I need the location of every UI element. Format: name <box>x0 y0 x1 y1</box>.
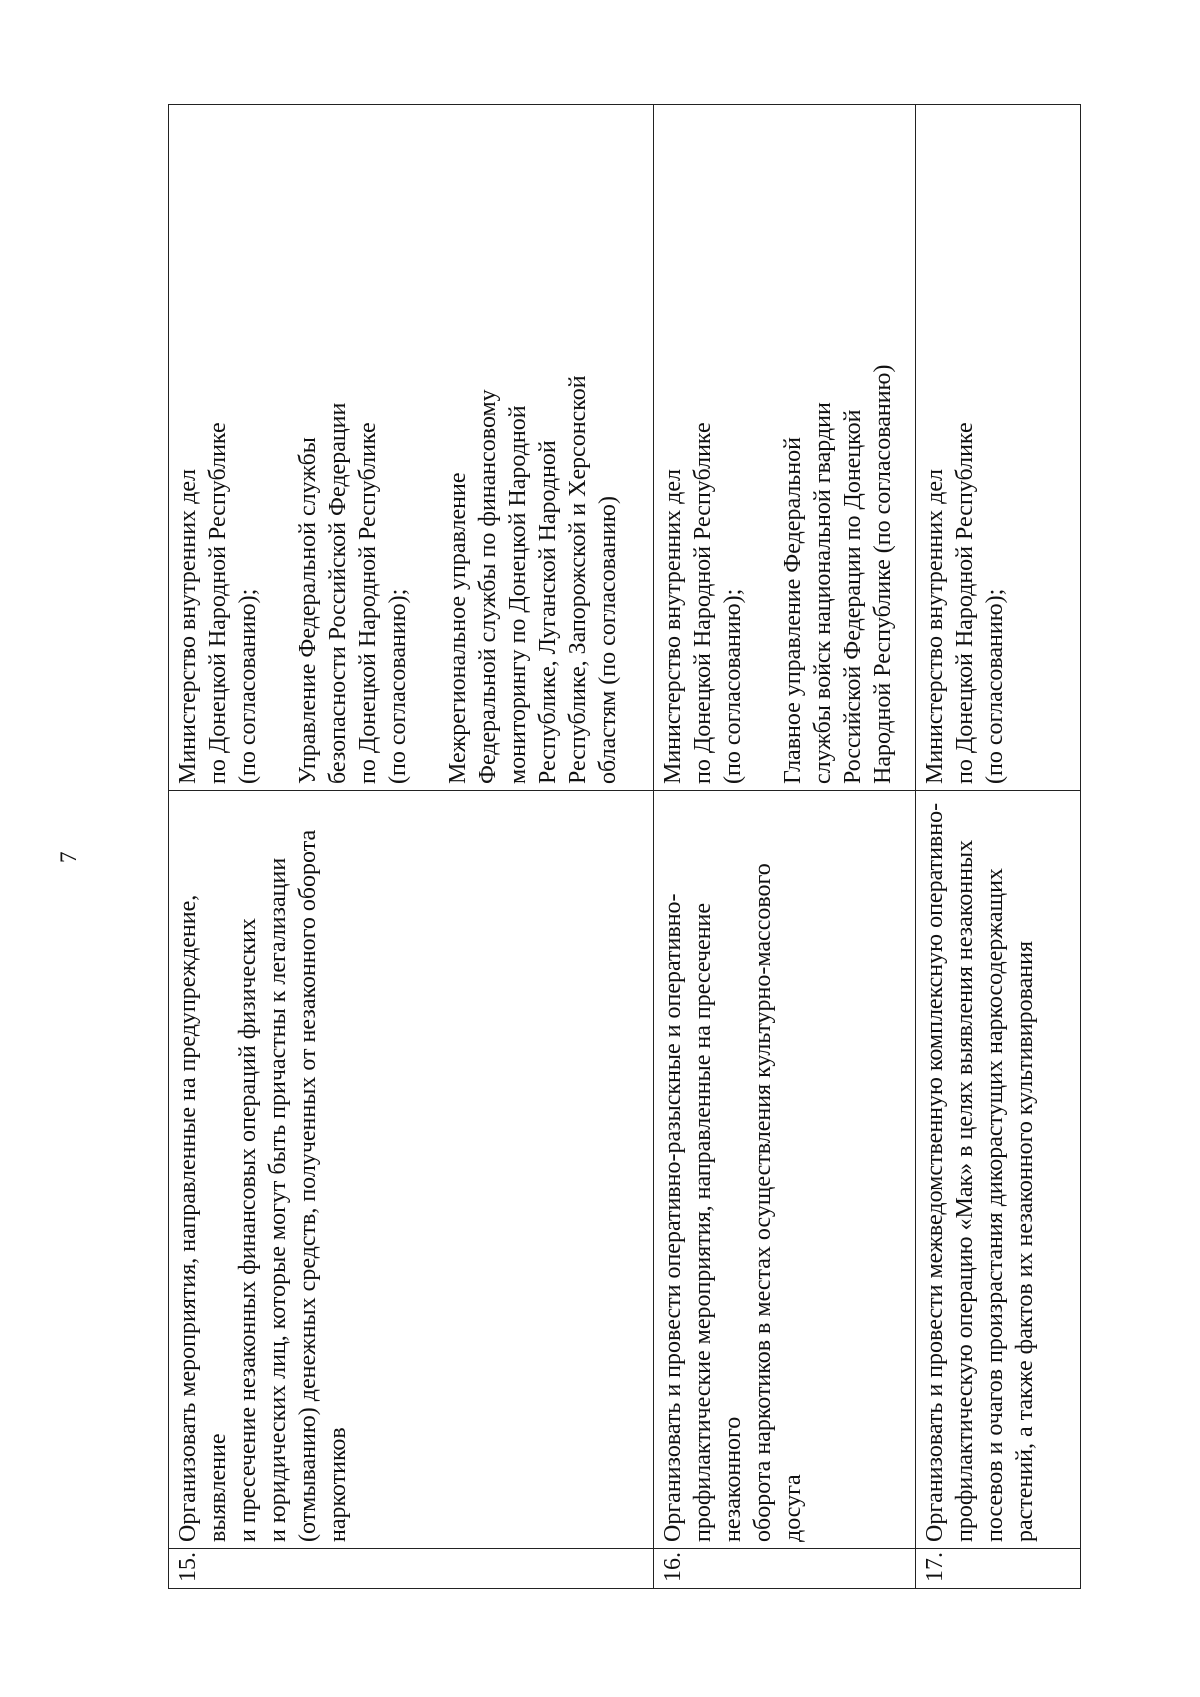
executors-cell <box>654 105 916 791</box>
measure-text: Организовать мероприятия, направленные на предупреждение, выявление и пресечение незаконных финансовых операций физических и юридических лиц, которые могут быть причастны к легализации (отмыванию) денежных средств, полученных от незаконного оборота наркотиков <box>169 791 654 1549</box>
row-number: 15. <box>169 1549 654 1589</box>
table-row <box>169 105 654 1589</box>
executor-text: Министерство внутренних дел по Донецкой Народной Республике (по согласованию); <box>660 422 746 784</box>
executor-text: Управление Федеральной службы безопасности Российской Федерации по Донецкой Народной Республике (по согласованию); <box>295 402 411 784</box>
executor-text: Главное управление Федеральной службы войск национальной гвардии Российской Федерации по Донецкой Народной Республике (по согласованию) <box>780 364 896 784</box>
table-row <box>916 105 1081 1589</box>
measure-text: Организовать и провести межведомственную комплексную оперативно- профилактическую операцию «Мак» в целях выявления незаконных посевов и очагов произрастания дикорастущих наркосодержащих растений, а также фактов их незаконного культивирования <box>916 791 1081 1549</box>
rotated-table-container <box>168 105 1080 1589</box>
measure-text: Организовать и провести оперативно-разыскные и оперативно- профилактические мероприятия, направленные на пресечение незаконного оборота наркотиков в местах осуществления культурно-массового досуга <box>654 791 916 1549</box>
executors-cell <box>916 105 1081 791</box>
row-number: 17. <box>916 1549 1081 1589</box>
row-number: 16. <box>654 1549 916 1589</box>
executors-cell <box>169 105 654 791</box>
page-number: 7 <box>56 851 81 863</box>
executor-text: Межрегиональное управление Федеральной службы по финансовому мониторингу по Донецкой Народной Республике, Луганской Народной Республике, Запорожской и Херсонской областям (по согласованию) <box>445 375 621 784</box>
table-row <box>654 105 916 1589</box>
executor-text: Министерство внутренних дел по Донецкой Народной Республике (по согласованию); <box>175 422 261 784</box>
executor-text: Министерство внутренних дел по Донецкой Народной Республике (по согласованию); <box>922 422 1008 784</box>
measures-table <box>168 104 1081 1589</box>
